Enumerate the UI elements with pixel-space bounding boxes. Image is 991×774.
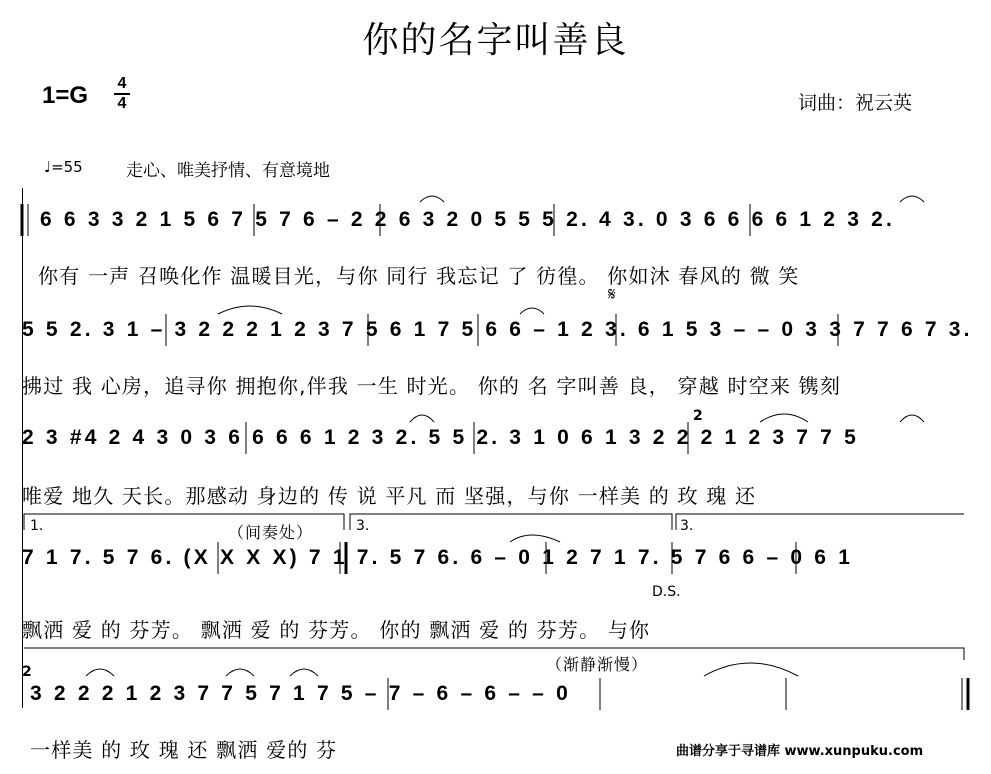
notation-line-1: 6 6 3 3 2 1 5 6 7 5 7 6 – 2 2 6 3 2 0 5 5 5 2. 4 3. 0 3 6 6 6 6 1 2 3 2. (40, 208, 896, 231)
lyrics-line-3: 唯爱 地久 天长。那感动 身边的 传 说 平凡 而 坚强，与你 一样美 的 玫 瑰 还 (22, 484, 757, 508)
key-signature: 1=G (42, 82, 89, 109)
notation-line-3: 2 3 #4 2 4 3 0 3 6 6 6 6 1 2 3 2. 5 5 2. 3 1 0 6 1 3 2 2 2 1 2 3 7 7 5 (22, 426, 859, 449)
coda-mark-1: 2 (693, 408, 703, 424)
coda-mark-2: 2 (22, 664, 32, 680)
segno-sign: 𝄋 (608, 284, 616, 305)
footer-credit: 曲谱分享于寻谱库 www.xunpuku.com (676, 744, 924, 759)
ds-mark: D.S. (652, 584, 681, 600)
lyrics-line-4: 飘洒 爱 的 芬芳。 飘洒 爱 的 芬芳。 你的 飘洒 爱 的 芬芳。 与你 (22, 618, 651, 642)
time-signature-bottom: 4 (117, 95, 127, 112)
interlude-label: （间奏处） (228, 523, 314, 542)
time-signature-top: 4 (117, 75, 127, 92)
lyrics-line-1: 你有 一声 召唤化作 温暖目光，与你 同行 我忘记 了 彷徨。 你如沐 春风的 微 笑 (38, 264, 800, 288)
notation-line-5: 3 2 2 2 1 2 3 7 7 5 7 1 7 5 – 7 – 6 – 6 – – 0 (30, 682, 571, 705)
volta-label-2: 3. (356, 518, 370, 534)
page-title: 你的名字叫善良 (362, 20, 629, 61)
lyrics-line-2: 拂过 我 心房，追寻你 拥抱你,伴我 一生 时光。 你的 名 字叫善 良， 穿越 时空来 镌刻 (22, 374, 842, 398)
notation-line-4: 7 1 7. 5 7 6. (X X X X) 7 1 7. 5 7 6. 6 – 0 1 2 7 1 7. 5 7 6 6 – 0 6 1 (22, 546, 854, 569)
author-credit: 词曲：祝云英 (798, 92, 913, 114)
notation-line-2: 5 5 2. 3 1 – 3 2 2 2 1 2 3 7 5 6 1 7 5 6 6 – 1 2 3. 6 1 5 3 – – 0 3 3 7 7 6 7 3. (22, 318, 973, 341)
ending-label: （渐静渐慢） (546, 655, 649, 674)
volta-label-1: 1. (30, 518, 44, 534)
volta-label-3: 3. (680, 518, 694, 534)
lyrics-line-5: 一样美 的 玫 瑰 还 飘洒 爱的 芬 (30, 738, 338, 762)
expression-text: 走心、唯美抒情、有意境地 (126, 161, 330, 181)
tempo-mark: ♩=55 (44, 158, 83, 176)
